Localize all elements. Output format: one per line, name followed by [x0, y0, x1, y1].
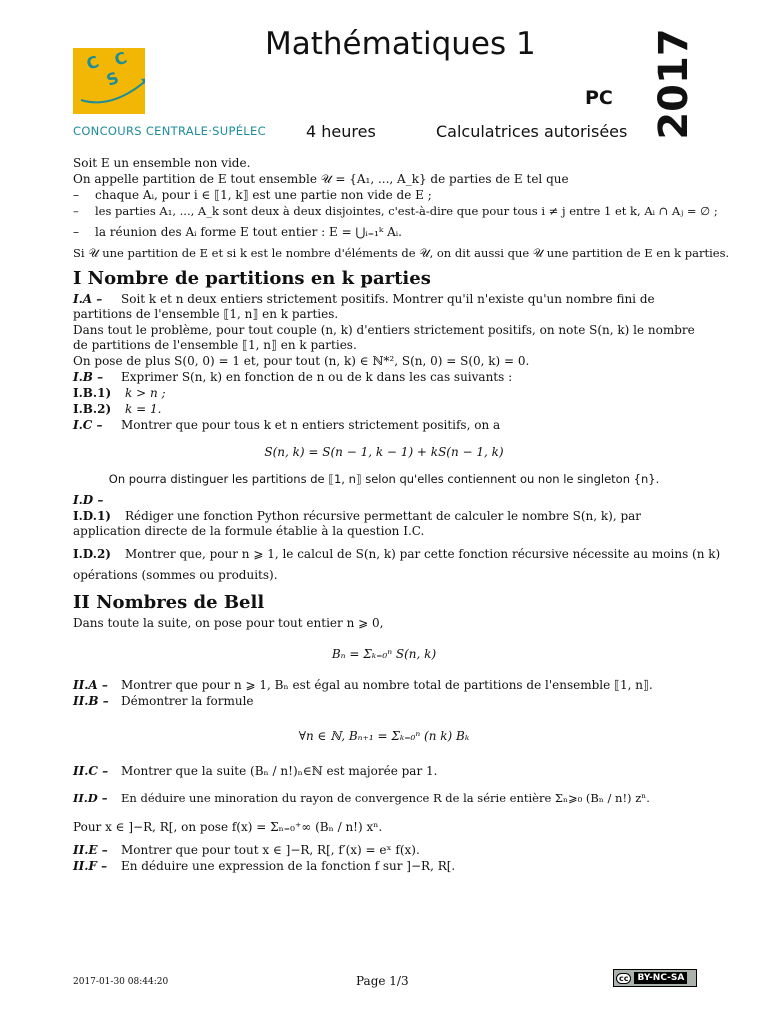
formula-bell: Bₙ = Σₖ₌₀ⁿ S(n, k) — [331, 647, 437, 661]
logo-text: CONCOURS CENTRALE·SUPÉLEC — [73, 124, 266, 138]
logo — [73, 48, 145, 114]
question-IID: II.D – En déduire une minoration du rayon de convergence R de la série entière Σₙ⩾₀ (Bₙ / n!) zⁿ. — [73, 791, 650, 805]
question-IIB: II.B – Démontrer la formule — [73, 694, 254, 708]
question-IIE: II.E – Montrer que pour tout x ∈ ]−R, R[, f′(x) = eˣ f(x). — [73, 843, 420, 857]
exam-title: Mathématiques 1 — [265, 26, 536, 62]
question-IIA: II.A – Montrer que pour n ⩾ 1, Bₙ est égal au nombre total de partitions de l'ensemble ⟦1, n⟧. — [73, 678, 653, 692]
question-IA: I.A – Soit k et n deux entiers strictement positifs. Montrer qu'il n'existe qu'un nombre fini de partitions de l'ensemble ⟦1, n⟧ en k parties. — [73, 292, 655, 321]
intro-bullet: – la réunion des Aᵢ forme E tout entier : E = ⋃ᵢ₌₁ᵏ Aᵢ. — [73, 225, 402, 239]
formula-recurrence: S(n, k) = S(n − 1, k − 1) + kS(n − 1, k) — [264, 445, 504, 459]
question-ID: I.D – — [73, 493, 104, 507]
logo-graphic — [73, 48, 145, 114]
license-text: BY-NC-SA — [634, 972, 687, 984]
svg-text:S: S — [103, 67, 122, 90]
section-title: I Nombre de partitions en k parties — [73, 268, 431, 289]
problem-content — [73, 156, 730, 875]
paragraph: Dans tout le problème, pour tout couple (n, k) d'entiers strictement positifs, on note S(n, k) le nombre de partitions de l'ensemble ⟦1, n⟧ en k parties. — [73, 323, 695, 352]
paragraph: Dans toute la suite, on pose pour tout entier n ⩾ 0, — [73, 616, 384, 630]
question-IIC: II.C – Montrer que la suite (Bₙ / n!)ₙ∈ℕ est majorée par 1. — [73, 764, 438, 778]
footer-date: 2017-01-30 08:44:20 — [73, 977, 169, 987]
intro-line: Soit E un ensemble non vide. — [73, 156, 251, 170]
intro-line: Si 𝒰 une partition de E et si k est le nombre d'éléments de 𝒰, on dit aussi que 𝒰 une partition de E en k parties. — [73, 246, 730, 260]
question-IIF: II.F – En déduire une expression de la fonction f sur ]−R, R[. — [73, 859, 456, 873]
svg-text:C: C — [111, 48, 130, 70]
intro-line: On appelle partition de E tout ensemble 𝒰 = {A₁, ..., A_k} de parties de E tel que — [73, 172, 569, 186]
paragraph: Pour x ∈ ]−R, R[, on pose f(x) = Σₙ₌₀⁺∞ (Bₙ / n!) xⁿ. — [73, 820, 383, 834]
page-number: Page 1/3 — [356, 974, 409, 988]
filiere: PC — [585, 87, 613, 109]
question-IB2: I.B.2) k = 1. — [73, 402, 162, 416]
question-ID2: I.D.2) Montrer que, pour n ⩾ 1, le calcul de S(n, k) par cette fonction récursive nécessite au moins (n k) — [73, 547, 721, 561]
question-ID1: I.D.1) Rédiger une fonction Python récursive permettant de calculer le nombre S(n, k), par application directe de la formule établie à la question I.C. — [73, 509, 642, 538]
question-IC: I.C – Montrer que pour tous k et n entiers strictement positifs, on a — [73, 418, 501, 432]
paragraph: On pose de plus S(0, 0) = 1 et, pour tout (n, k) ∈ ℕ*², S(n, 0) = S(0, k) = 0. — [73, 354, 530, 368]
hint: On pourra distinguer les partitions de ⟦1, n⟧ selon qu'elles contiennent ou non le singleton {n}. — [108, 472, 660, 486]
exam-year: 2017 — [651, 28, 697, 140]
license-badge — [613, 969, 697, 987]
duration: 4 heures — [306, 122, 376, 141]
section-title: II Nombres de Bell — [73, 592, 265, 613]
intro-bullet: – chaque Aᵢ, pour i ∈ ⟦1, k⟧ est une partie non vide de E ; — [73, 188, 432, 202]
question-IB1: I.B.1) k > n ; — [73, 386, 166, 400]
intro-bullet: – les parties A₁, ..., A_k sont deux à deux disjointes, c'est-à-dire que pour tous i ≠ j entre 1 et k, Aᵢ ∩ Aⱼ = ∅ ; — [73, 204, 718, 218]
formula-bell-recurrence: ∀n ∈ ℕ, Bₙ₊₁ = Σₖ₌₀ⁿ (n k) Bₖ — [298, 729, 470, 743]
cc-icon: cc — [616, 973, 631, 984]
paragraph: opérations (sommes ou produits). — [73, 568, 278, 582]
svg-text:C: C — [83, 51, 102, 74]
calculators-note: Calculatrices autorisées — [436, 122, 628, 141]
question-IB: I.B – Exprimer S(n, k) en fonction de n ou de k dans les cas suivants : — [73, 370, 513, 384]
